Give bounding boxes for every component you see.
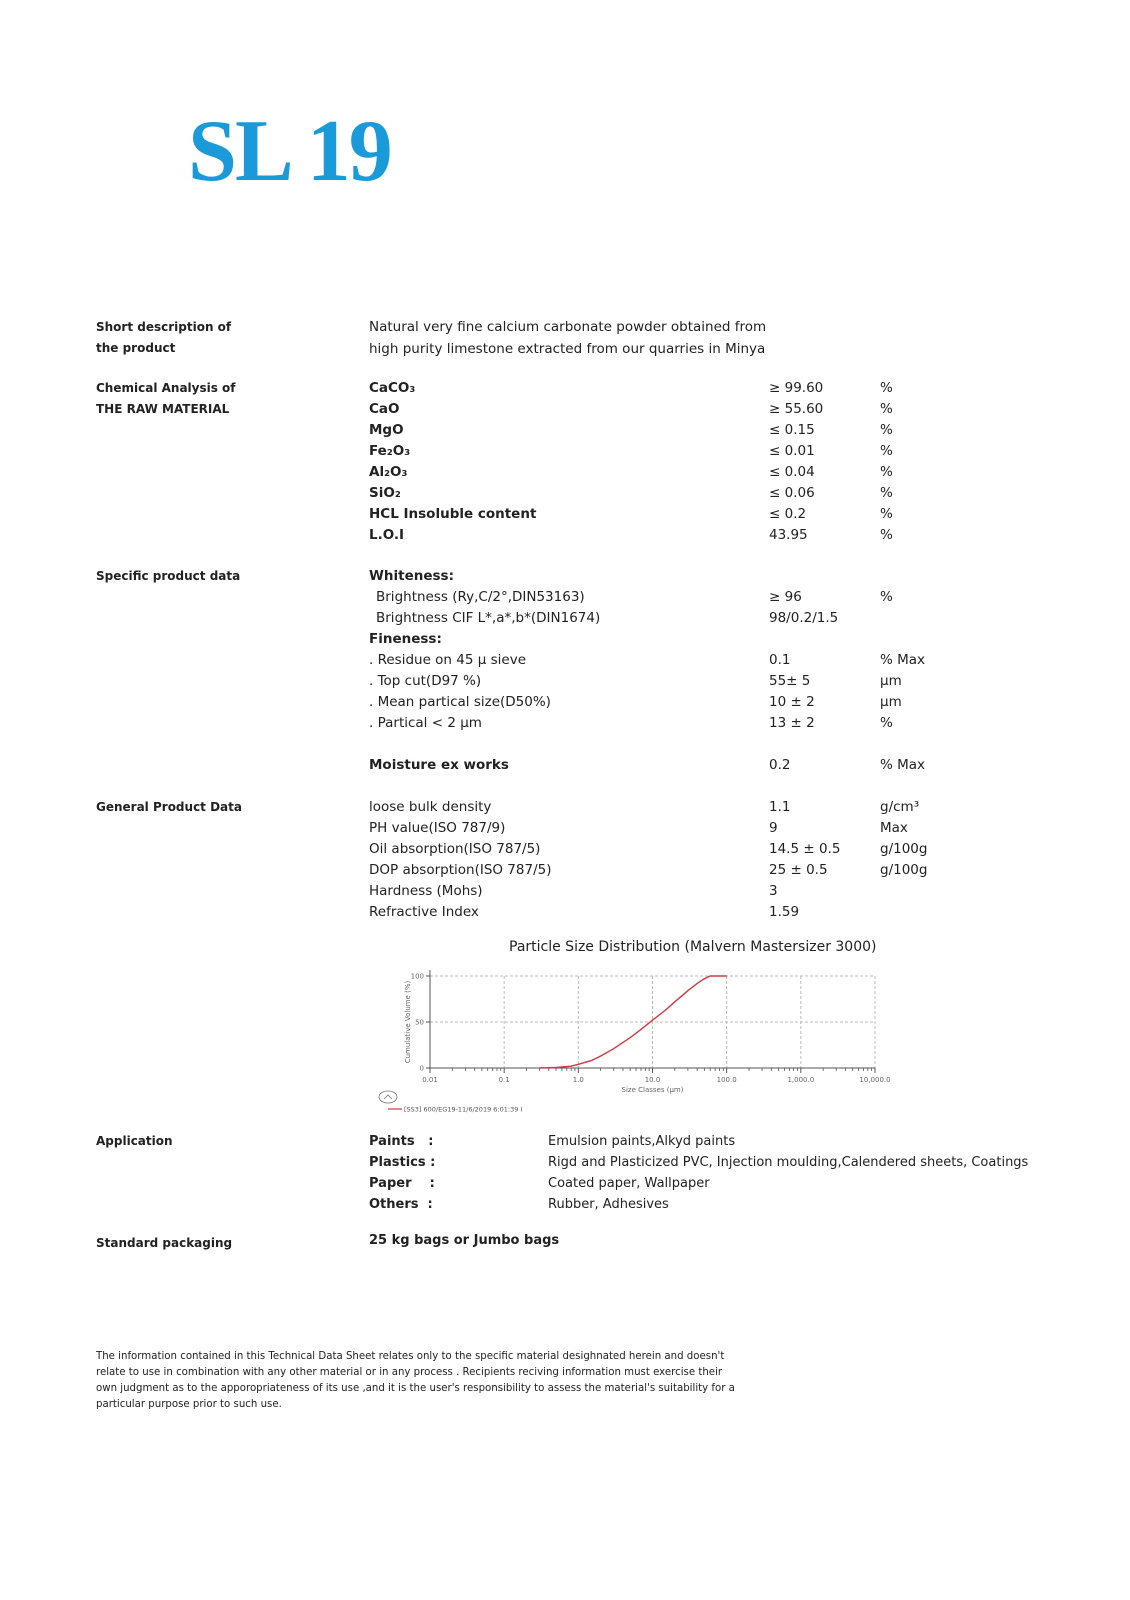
spec-value: ≥ 99.60 [769, 380, 824, 396]
spec-name: Al₂O₃ [369, 464, 408, 480]
spec-unit: % [880, 715, 893, 731]
spec-unit: % [880, 589, 893, 605]
chevron-up-icon [384, 1095, 392, 1099]
y-tick-label: 100 [410, 972, 424, 981]
application-value: Emulsion paints,Alkyd paints [548, 1134, 736, 1149]
packaging-label: Standard packaging [96, 1236, 233, 1250]
application-row [0, 1152, 1130, 1173]
spec-value: ≤ 0.01 [769, 443, 815, 459]
legend-text: [SS3] 600/EG19-11/6/2019 6:01:39 I [404, 1105, 523, 1114]
spec-name: Oil absorption(ISO 787/5) [369, 841, 541, 857]
spec-value: 0.2 [769, 757, 791, 773]
spec-unit: % [880, 380, 893, 396]
spec-value: 98/0.2/1.5 [769, 610, 839, 626]
x-tick-label: 0.1 [498, 1076, 510, 1084]
spec-value: ≤ 0.06 [769, 485, 815, 501]
specific-product-data-label: Specific product data [96, 569, 241, 583]
x-axis-label: Size Classes (μm) [621, 1086, 684, 1094]
spec-unit: % [880, 401, 893, 417]
x-tick-label: 10.0 [644, 1076, 661, 1084]
application-key: Paper : [369, 1176, 435, 1191]
short-description-label-line-2: the product [96, 341, 176, 355]
spec-name: PH value(ISO 787/9) [369, 820, 506, 836]
spec-name: HCL Insoluble content [369, 506, 537, 522]
spec-unit: μm [880, 694, 902, 710]
spec-name: . Top cut(D97 %) [369, 673, 482, 689]
spec-name: SiO₂ [369, 485, 401, 501]
x-tick-label: 1,000.0 [787, 1076, 815, 1084]
spec-name: Brightness (Ry,C/2°,DIN53163) [376, 589, 585, 605]
spec-row [0, 441, 1130, 462]
spec-value: ≤ 0.15 [769, 422, 815, 438]
spec-unit: % Max [880, 652, 926, 668]
application-row [0, 1173, 1130, 1194]
spec-value: 13 ± 2 [769, 715, 815, 731]
spec-unit: Max [880, 820, 908, 836]
spec-value: 25 ± 0.5 [769, 862, 828, 878]
spec-name: Fe₂O₃ [369, 443, 411, 459]
fineness-heading: Fineness: [369, 631, 442, 647]
spec-value: 0.1 [769, 652, 791, 668]
spec-row [0, 818, 1130, 839]
packaging-value: 25 kg bags or Jumbo bags [369, 1233, 560, 1248]
spec-unit: % [880, 506, 893, 522]
spec-row [0, 462, 1130, 483]
spec-unit: % [880, 464, 893, 480]
whiteness-heading: Whiteness: [369, 568, 454, 584]
spec-row [0, 671, 1130, 692]
spec-name: Hardness (Mohs) [369, 883, 483, 899]
short-description-text [369, 316, 766, 360]
application-label: Application [96, 1134, 173, 1148]
spec-unit: μm [880, 673, 902, 689]
spec-row [0, 399, 1130, 420]
x-tick-label: 1.0 [572, 1076, 584, 1084]
application-value: Rubber, Adhesives [548, 1197, 669, 1212]
general-product-data-label: General Product Data [96, 800, 242, 814]
fineness-heading-row [0, 629, 1130, 650]
spec-row [0, 860, 1130, 881]
spec-row [0, 797, 1130, 818]
spec-row [0, 587, 1130, 608]
spec-row [0, 650, 1130, 671]
spec-value: 55± 5 [769, 673, 811, 689]
y-tick-label: 50 [415, 1018, 424, 1027]
spec-value: 1.1 [769, 799, 791, 815]
spec-unit: g/100g [880, 841, 928, 857]
spec-row [0, 525, 1130, 546]
application-row [0, 1194, 1130, 1215]
spec-value: 1.59 [769, 904, 800, 920]
spec-row [0, 608, 1130, 629]
application-value: Rigd and Plasticized PVC, Injection moulding,Calendered sheets, Coatings [548, 1155, 1029, 1170]
spec-name: DOP absorption(ISO 787/5) [369, 862, 552, 878]
spec-unit: g/cm³ [880, 799, 920, 815]
chemical-analysis-label-line-1: Chemical Analysis of [96, 381, 236, 395]
spec-name: Moisture ex works [369, 757, 509, 773]
chemical-analysis-label-line-2: THE RAW MATERIAL [96, 402, 230, 416]
spec-value: 9 [769, 820, 778, 836]
application-key: Plastics : [369, 1155, 436, 1170]
spec-value: 10 ± 2 [769, 694, 815, 710]
short-description-label-line-1: Short description of [96, 320, 232, 334]
chart-title: Particle Size Distribution (Malvern Mastersizer 3000) [509, 939, 877, 955]
short-description-label [96, 317, 231, 359]
spec-name: CaO [369, 401, 400, 417]
spec-unit: % [880, 422, 893, 438]
short-description-line-1: Natural very fine calcium carbonate powder obtained from [369, 319, 767, 335]
application-key: Others : [369, 1197, 433, 1212]
spec-row [0, 378, 1130, 399]
application-key: Paints : [369, 1134, 434, 1149]
spec-unit: % [880, 527, 893, 543]
spec-value: ≤ 0.04 [769, 464, 815, 480]
y-axis-label: Cumulative Volume (%) [404, 980, 412, 1064]
legend-toggle-icon [379, 1091, 397, 1103]
spec-row [0, 420, 1130, 441]
spec-name: . Mean partical size(D50%) [369, 694, 551, 710]
spec-value: ≥ 55.60 [769, 401, 824, 417]
spec-unit: % [880, 443, 893, 459]
spec-value: 43.95 [769, 527, 808, 543]
spec-row [0, 902, 1130, 923]
spec-name: MgO [369, 422, 404, 438]
spec-unit: g/100g [880, 862, 928, 878]
x-tick-label: 0.01 [422, 1076, 438, 1084]
whiteness-heading-row [0, 566, 1130, 587]
spec-row [0, 504, 1130, 525]
spec-name: . Partical < 2 μm [369, 715, 482, 731]
short-description-line-2: high purity limestone extracted from our quarries in Minya [369, 341, 766, 357]
spec-row [0, 839, 1130, 860]
x-tick-label: 100.0 [716, 1076, 737, 1084]
spec-row [0, 881, 1130, 902]
spec-name: Brightness CIF L*,a*,b*(DIN1674) [376, 610, 601, 626]
spec-value: 3 [769, 883, 778, 899]
spec-value: ≤ 0.2 [769, 506, 807, 522]
spec-name: loose bulk density [369, 799, 492, 815]
disclaimer-text: The information contained in this Technical Data Sheet relates only to the specific material desighnated herein and doesn't relate to use in combination with any other material or in any process . Recipients reciving information must exercise their own judgment as to the apporopriateness of its use ,and it is the user's responsibility to assess the material's suitability for a particular purpose prior to such use. [96, 1351, 735, 1410]
spec-name: Refractive Index [369, 904, 479, 920]
moisture-row [0, 755, 1130, 776]
particle-size-chart [370, 960, 930, 1120]
spec-unit: % [880, 485, 893, 501]
spec-name: L.O.I [369, 527, 405, 543]
y-tick-label: 0 [419, 1064, 424, 1073]
spec-row [0, 692, 1130, 713]
spec-unit: % Max [880, 757, 926, 773]
spec-value: 14.5 ± 0.5 [769, 841, 841, 857]
spec-row [0, 713, 1130, 734]
product-title: SL 19 [188, 103, 391, 200]
application-value: Coated paper, Wallpaper [548, 1176, 710, 1191]
spec-value: ≥ 96 [769, 589, 802, 605]
spec-row [0, 483, 1130, 504]
spec-name: CaCO₃ [369, 380, 416, 396]
application-row [0, 1131, 1130, 1152]
x-tick-label: 10,000.0 [859, 1076, 891, 1084]
spec-name: . Residue on 45 μ sieve [369, 652, 527, 668]
